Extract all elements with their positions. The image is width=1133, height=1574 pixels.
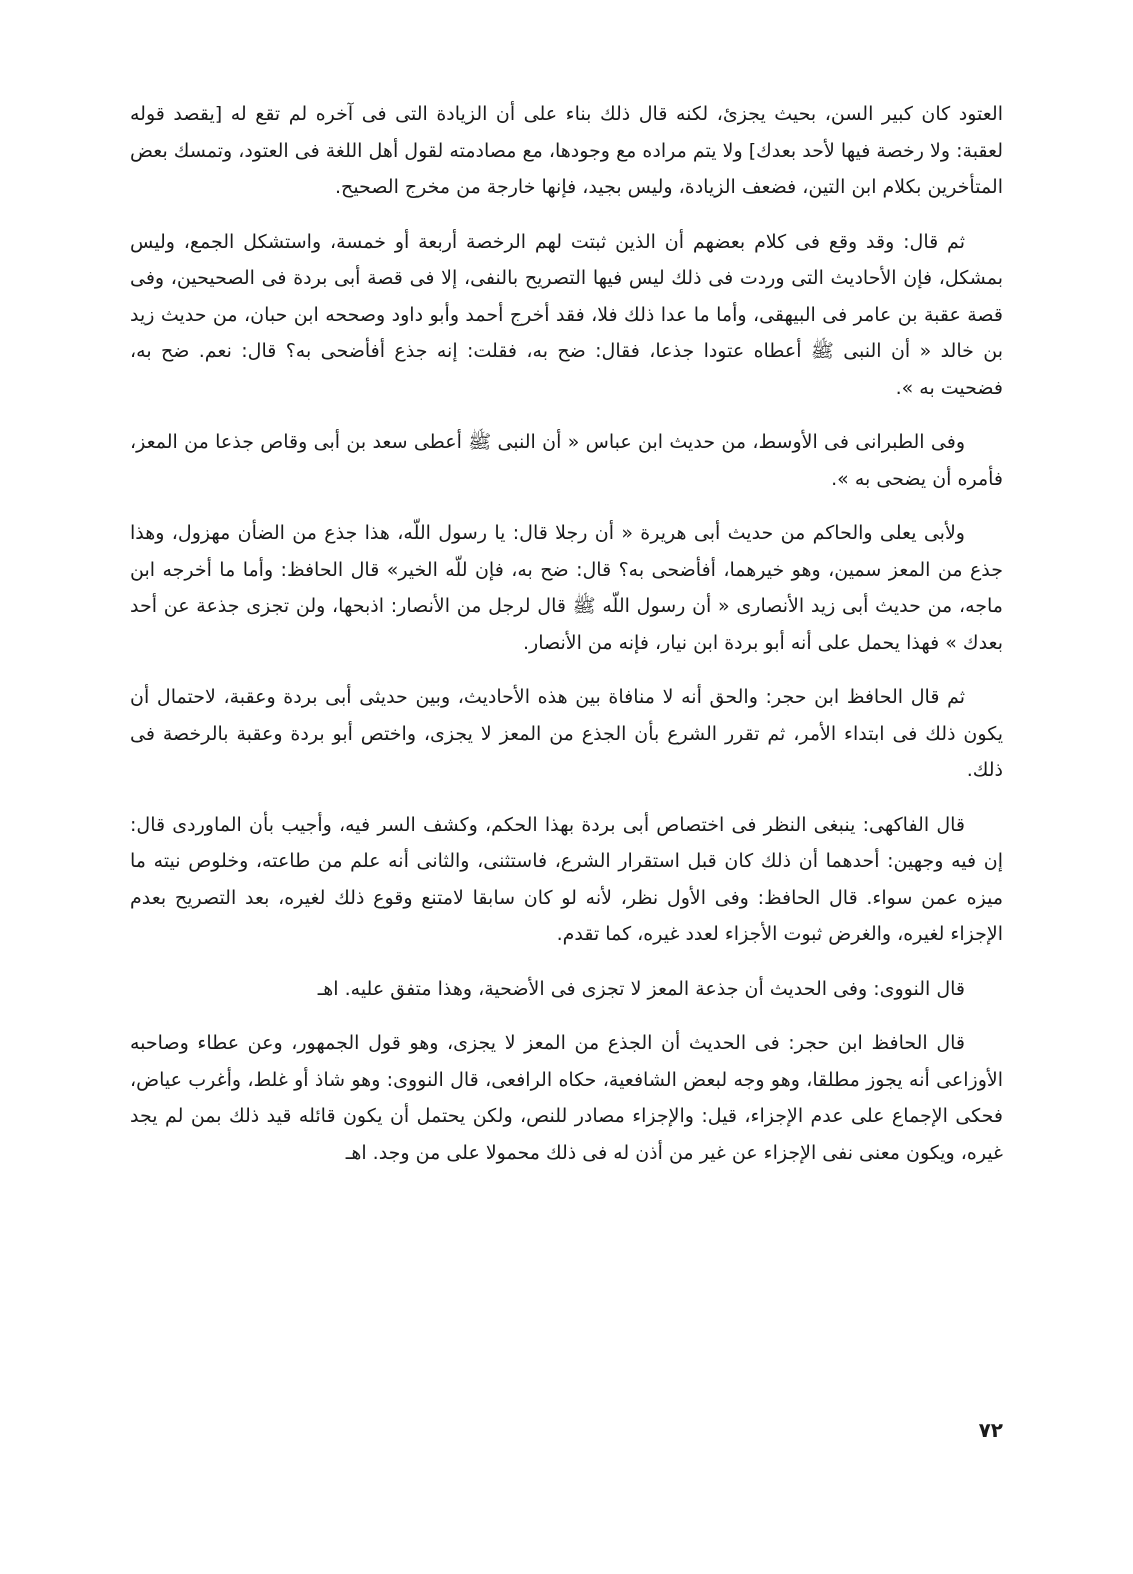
paragraph-5: ثم قال الحافظ ابن حجر: والحق أنه لا منافاة بين هذه الأحاديث، وبين حديثى أبى بردة وعقبة، لاحتمال أن يكون ذلك فى ابتداء الأمر، ثم تقرر الشرع بأن الجذع من المعز لا يجزى، واختص أبو بردة وعقبة بالرخصة فى ذلك. xyxy=(130,686,1003,781)
paragraph-4: ولأبى يعلى والحاكم من حديث أبى هريرة « أن رجلا قال: يا رسول اللّه، هذا جذع من الضأن مهزول، وهذا جذع من المعز سمين، وهو خيرهما، أفأضحى به؟ قال: ضح به، فإن للّه الخير» قال الحافظ: وأما ما أخرجه ابن ماجه، من حديث أبى زيد الأنصارى « أن رسول اللّه ﷺ قال لرجل من الأنصار: اذبحها، ولن تجزى جذعة عن أحد بعدك » فهذا يحمل على أنه أبو بردة ابن نيار، فإنه من الأنصار. xyxy=(130,522,1003,654)
paragraph-8: قال الحافظ ابن حجر: فى الحديث أن الجذع من المعز لا يجزى، وهو قول الجمهور، وعن عطاء وصاحبه الأوزاعى أنه يجوز مطلقا، وهو وجه لبعض الشافعية، حكاه الرافعى، قال النووى: وهو شاذ أو غلط، وأغرب عياض، فحكى الإجماع على عدم الإجزاء، قيل: والإجزاء مصادر للنص، ولكن يحتمل أن يكون قائله قيد ذلك بمن لم يجد غيره، ويكون معنى نفى الإجزاء عن غير من أذن له فى ذلك محمولا على من وجد. اهـ xyxy=(130,1032,1003,1164)
page-number: ٧٢ xyxy=(978,1418,1003,1442)
page-body xyxy=(130,96,1003,1189)
paragraph-7: قال النووى: وفى الحديث أن جذعة المعز لا تجزى فى الأضحية، وهذا متفق عليه. اهـ xyxy=(317,977,965,1000)
paragraph-2: ثم قال: وقد وقع فى كلام بعضهم أن الذين ثبتت لهم الرخصة أربعة أو خمسة، واستشكل الجمع، وليس بمشكل، فإن الأحاديث التى وردت فى ذلك ليس فيها التصريح بالنفى، إلا فى قصة أبى بردة فى الصحيحين، وفى قصة عقبة بن عامر فى البيهقى، وأما ما عدا ذلك فلا، فقد أخرج أحمد وأبو داود وصححه ابن حبان، من حديث زيد بن خالد « أن النبى ﷺ أعطاه عتودا جذعا، فقال: ضح به، فقلت: إنه جذع أفأضحى به؟ قال: نعم. ضح به، فضحيت به ». xyxy=(130,230,1003,399)
paragraph-1: العتود كان كبير السن، بحيث يجزئ، لكنه قال ذلك بناء على أن الزيادة التى فى آخره لم تقع له [يقصد قوله لعقبة: ولا رخصة فيها لأحد بعدك] ولا يتم مراده مع وجودها، مع مصادمته لقول أهل اللغة فى العتود، وتمسك بعض المتأخرين بكلام ابن التين، فضعف الزيادة، وليس بجيد، فإنها خارجة من مخرج الصحيح. xyxy=(130,103,1003,198)
paragraph-6: قال الفاكهى: ينبغى النظر فى اختصاص أبى بردة بهذا الحكم، وكشف السر فيه، وأجيب بأن الماوردى قال: إن فيه وجهين: أحدهما أن ذلك كان قبل استقرار الشرع، فاستثنى، والثانى أنه علم من طاعته، وخلوص نيته ما ميزه عمن سواء. قال الحافظ: وفى الأول نظر، لأنه لو كان سابقا لامتنع وقوع ذلك لغيره، بعد التصريح بعدم الإجزاء لغيره، والغرض ثبوت الأجزاء لعدد غيره، كما تقدم. xyxy=(130,813,1003,945)
paragraph-3: وفى الطبرانى فى الأوسط، من حديث ابن عباس « أن النبى ﷺ أعطى سعد بن أبى وقاص جذعا من المعز، فأمره أن يضحى به ». xyxy=(130,431,1003,490)
